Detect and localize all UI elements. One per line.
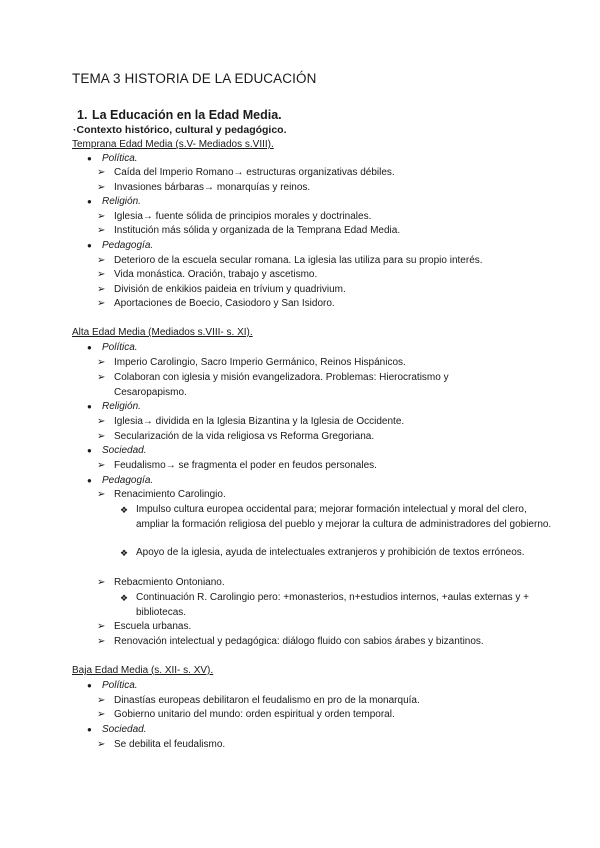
temprana-heading: Temprana Edad Media (s.V- Mediados s.VIII). <box>72 139 274 150</box>
list-item: ➢ Se debilita el feudalismo. <box>97 739 226 750</box>
list-item: ➢ Renacimiento Carolingio. <box>97 489 226 500</box>
list-item: ➢ Gobierno unitario del mundo: orden espiritual y orden temporal. <box>97 709 395 720</box>
section-number: 1. <box>77 108 88 122</box>
context-heading: ·Contexto histórico, cultural y pedagógico. <box>73 124 287 136</box>
baja-politica: ● Política. <box>87 680 138 691</box>
alta-heading: Alta Edad Media (Mediados s.VIII- s. XI). <box>72 327 253 338</box>
alta-pedagogia: ● Pedagogía. <box>87 475 154 486</box>
temprana-pedagogia: ● Pedagogía. <box>87 240 154 251</box>
list-item: ➢ Iglesia→ dividida en la Iglesia Bizantina y la Iglesia de Occidente. <box>97 416 405 427</box>
baja-sociedad: ● Sociedad. <box>87 724 147 735</box>
temprana-politica: ● Política. <box>87 153 138 164</box>
sub-list-item: ❖ Continuación R. Carolingio pero: +monasterios, n+estudios internos, +aulas externas y + bibliotecas. <box>120 592 530 618</box>
list-item: ➢ Imperio Carolingio, Sacro Imperio Germánico, Reinos Hispánicos. <box>97 357 406 368</box>
list-item: ➢ Invasiones bárbaras→ monarquías y reinos. <box>97 182 311 193</box>
section-heading <box>77 108 282 122</box>
list-item: ➢ Deterioro de la escuela secular romana. La iglesia las utiliza para su propio interés. <box>97 255 483 266</box>
list-item: ➢ Dinastías europeas debilitaron el feudalismo en pro de la monarquía. <box>97 695 420 706</box>
list-item: ➢ Renovación intelectual y pedagógica: diálogo fluido con sabios árabes y bizantinos. <box>97 636 484 647</box>
list-item: ➢ Vida monástica. Oración, trabajo y ascetismo. <box>97 269 318 280</box>
list-item: ➢ Colaboran con iglesia y misión evangelizadora. Problemas: Hierocratismo y Cesaropapismo. <box>97 372 449 398</box>
alta-religion: ● Religión. <box>87 401 141 412</box>
list-item: ➢ Iglesia→ fuente sólida de principios morales y doctrinales. <box>97 211 372 222</box>
baja-heading: Baja Edad Media (s. XII- s. XV). <box>72 665 214 676</box>
list-item: ➢ Rebacmiento Ontoniano. <box>97 577 225 588</box>
list-item: ➢ Institución más sólida y organizada de la Temprana Edad Media. <box>97 225 401 236</box>
sub-list-item: ❖ Apoyo de la iglesia, ayuda de intelectuales extranjeros y prohibición de textos erróneos. <box>120 547 525 558</box>
list-item: ➢ Secularización de la vida religiosa vs Reforma Gregoriana. <box>97 431 375 442</box>
alta-sociedad: ● Sociedad. <box>87 445 147 456</box>
list-item: ➢ Escuela urbanas. <box>97 621 192 632</box>
sub-list-item: ❖ Impulso cultura europea occidental para; mejorar formación intelectual y moral del clero, ampliar la formación religiosa del pueblo y mejorar la cultura de administradores del gobierno. <box>120 504 552 530</box>
list-item: ➢ Feudalismo→ se fragmenta el poder en feudos personales. <box>97 460 377 471</box>
list-item: ➢ Aportaciones de Boecio, Casiodoro y San Isidoro. <box>97 298 335 309</box>
list-item: ➢ Caída del Imperio Romano→ estructuras organizativas débiles. <box>97 167 395 178</box>
document-title: TEMA 3 HISTORIA DE LA EDUCACIÓN <box>72 71 317 86</box>
section-title: La Educación en la Edad Media. <box>92 108 282 122</box>
alta-politica: ● Política. <box>87 342 138 353</box>
list-item: ➢ División de enkikios paideia en trívium y quadrivium. <box>97 284 346 295</box>
temprana-religion: ● Religión. <box>87 196 141 207</box>
